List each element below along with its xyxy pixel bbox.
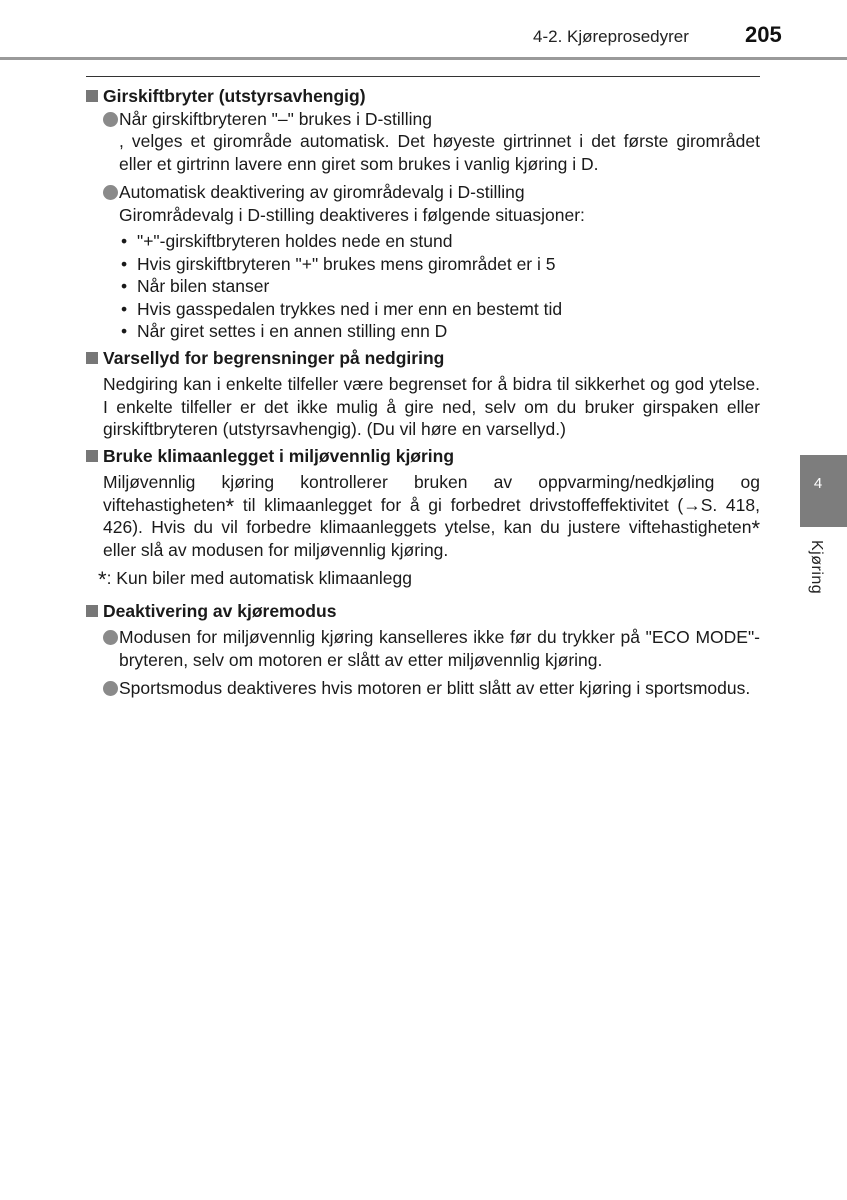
footnote-text: : Kun biler med automatisk klimaanlegg: [106, 568, 412, 588]
bullet-text: Automatisk deaktivering av girområdevalg i D-stilling: [119, 182, 525, 202]
section-title-text: Varsellyd for begrensninger på nedgiring: [103, 347, 445, 368]
bullet-continuation: , velges et girområde automatisk. Det høyeste girtrinnet i det første girområdet eller et girtrinn lavere enn giret som brukes i vanlig kjøring i D.: [119, 131, 760, 174]
bullet-text: Sportsmodus deaktiveres hvis motoren er blitt slått av etter kjøring i sportsmodus.: [119, 678, 751, 698]
section-heading: 4-2. Kjøreprosedyrer: [533, 27, 689, 46]
bullet-paragraph: [86, 181, 760, 204]
section-title-text: Girskiftbryter (utstyrsavhengig): [103, 86, 366, 106]
footnote: [86, 567, 760, 590]
page-content: [86, 85, 760, 700]
asterisk-mark: *: [98, 567, 107, 592]
chapter-tab: [800, 455, 847, 527]
section-title-text: Deaktivering av kjøremodus: [103, 600, 337, 621]
round-bullet-icon: [103, 630, 118, 645]
list-item: • Hvis girskiftbryteren "+" brukes mens girområdet er i 5: [121, 253, 556, 274]
section-title: [86, 600, 760, 623]
body-paragraph: Miljøvennlig kjøring kontrollerer bruken av oppvarming/nedkjøling og viftehastigheten* til klimaanlegget for å gi forbedret drivstoffeffektivitet (→S. 418, 426). Hvis du vil forbedre klimaanleggets ytelse, kan du justere viftehastigheten* eller slå av modusen for miljøvennlig kjøring.: [103, 472, 760, 560]
square-bullet-icon: [86, 450, 98, 462]
list-item: • "+"-girskiftbryteren holdes nede en stund: [121, 231, 453, 251]
list-item: • Når giret settes i en annen stilling enn D: [121, 321, 448, 341]
list-item: • Når bilen stanser: [121, 276, 270, 296]
page-number: 205: [745, 22, 782, 47]
section-title: [86, 445, 760, 468]
small-bullet-icon: •: [121, 276, 128, 296]
bullet-paragraph: [86, 677, 760, 700]
bullet-text: Modusen for miljøvennlig kjøring kanselleres ikke før du trykker på "ECO MODE"-bryteren, selv om motoren er slått av etter miljøvennlig kjøring.: [119, 627, 760, 670]
small-bullet-icon: •: [121, 321, 128, 341]
header-rule: [0, 57, 847, 60]
round-bullet-icon: [103, 185, 118, 200]
content-top-rule: [86, 76, 760, 77]
section-title: [86, 347, 760, 370]
chapter-number: 4: [813, 475, 823, 492]
chapter-label: Kjøring: [808, 540, 825, 595]
section-title: [86, 85, 760, 108]
section-title-text: Bruke klimaanlegget i miljøvennlig kjøring: [103, 445, 455, 466]
situation-list: [86, 230, 760, 343]
round-bullet-icon: [103, 681, 118, 696]
bullet-paragraph: [86, 108, 760, 131]
body-paragraph: Nedgiring kan i enkelte tilfeller være begrenset for å bidra til sikkerhet og god ytelse. I enkelte tilfeller er det ikke mulig å gire ned, selv om du bruker girspaken eller girskiftbryteren (utstyrsavhengig). (Du vil høre en varsellyd.): [103, 374, 760, 439]
small-bullet-icon: •: [121, 231, 128, 251]
square-bullet-icon: [86, 352, 98, 364]
bullet-paragraph: [86, 626, 760, 671]
square-bullet-icon: [86, 90, 98, 102]
bullet-text: Når girskiftbryteren "–" brukes i D-stilling: [119, 108, 432, 129]
asterisk-mark: *: [751, 516, 760, 541]
asterisk-mark: *: [225, 493, 235, 519]
square-bullet-icon: [86, 605, 98, 617]
bullet-continuation: Girområdevalg i D-stilling deaktiveres i følgende situasjoner:: [119, 204, 585, 225]
small-bullet-icon: •: [121, 298, 128, 319]
round-bullet-icon: [103, 112, 118, 127]
list-item: • Hvis gasspedalen trykkes ned i mer enn en bestemt tid: [121, 298, 563, 319]
small-bullet-icon: •: [121, 253, 128, 274]
